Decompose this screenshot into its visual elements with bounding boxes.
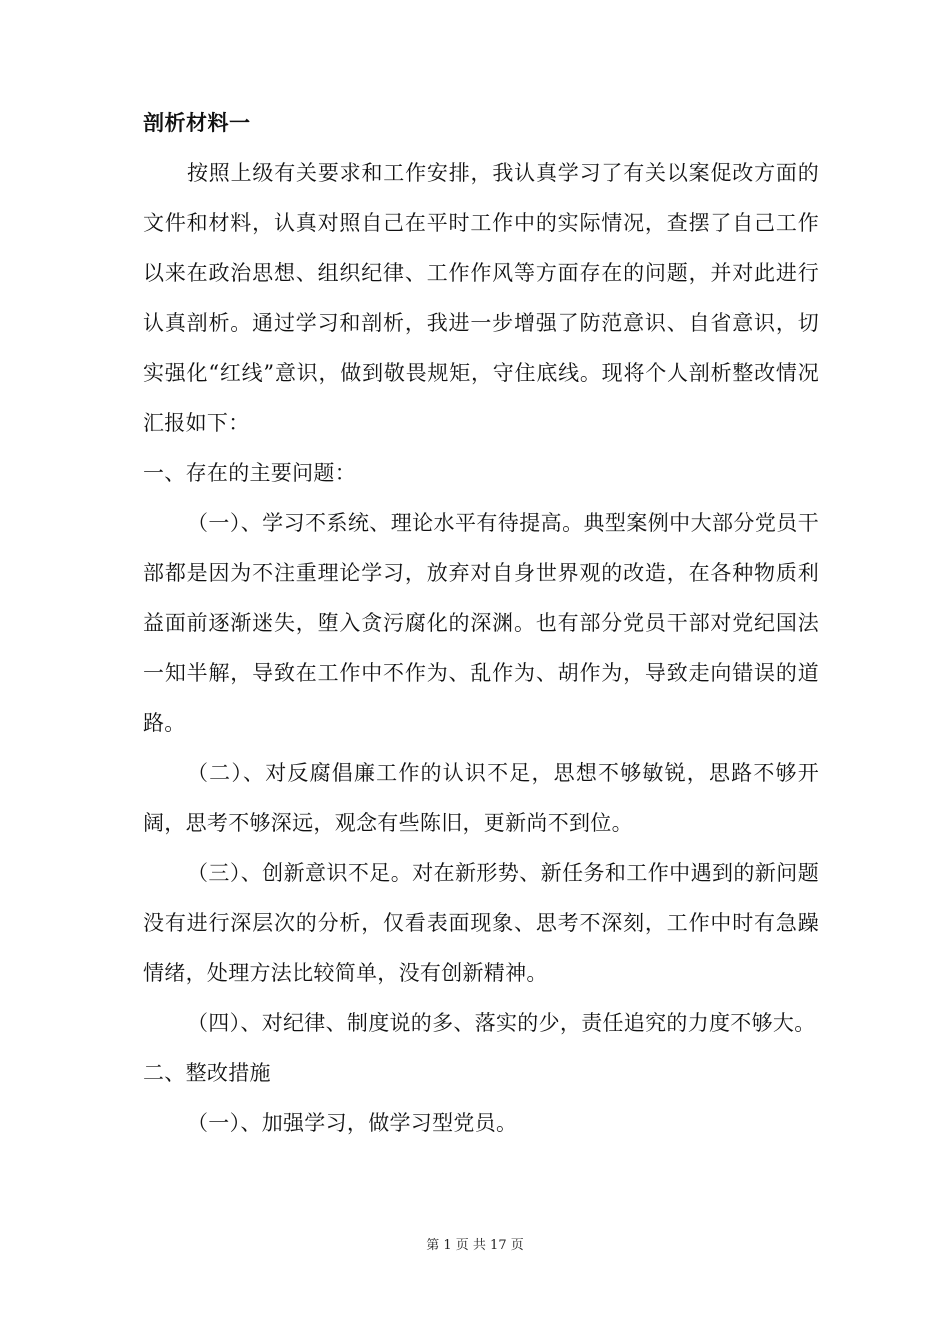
document-title: 剖析材料一 [143, 111, 251, 135]
problem-item-3: （三）、创新意识不足。对在新形势、新任务和工作中遇到的新问题没有进行深层次的分析，仅看表面现象、思考不深刻，工作中时有急躁情绪，处理方法比较简单，没有创新精神。 [143, 861, 819, 985]
problem-item-2: （二）、对反腐倡廉工作的认识不足，思想不够敏锐，思路不够开阔，思考不够深远，观念有些陈旧，更新尚不到位。 [143, 761, 819, 835]
section-heading-measures: 二、整改措施 [143, 1061, 271, 1085]
page-number-footer: 第 1 页 共 17 页 [426, 1238, 524, 1253]
intro-paragraph: 按照上级有关要求和工作安排，我认真学习了有关以案促改方面的文件和材料，认真对照自己在平时工作中的实际情况，查摆了自己工作以来在政治思想、组织纪律、工作作风等方面存在的问题，并对此进行认真剖析。通过学习和剖析，我进一步增强了防范意识、自省意识，切实强化“红线”意识，做到敬畏规矩，守住底线。现将个人剖析整改情况汇报如下： [143, 161, 819, 435]
document-body [143, 98, 819, 1148]
problem-item-1: （一）、学习不系统、理论水平有待提高。典型案例中大部分党员干部都是因为不注重理论学习，放弃对自身世界观的改造，在各种物质利益面前逐渐迷失，堕入贪污腐化的深渊。也有部分党员干部对党纪国法一知半解，导致在工作中不作为、乱作为、胡作为，导致走向错误的道路。 [143, 511, 819, 735]
section-heading-problems: 一、存在的主要问题： [143, 461, 356, 485]
problem-item-4: （四）、对纪律、制度说的多、落实的少，责任追究的力度不够大。 [187, 1011, 816, 1035]
measure-item-1: （一）、加强学习，做学习型党员。 [187, 1111, 518, 1135]
